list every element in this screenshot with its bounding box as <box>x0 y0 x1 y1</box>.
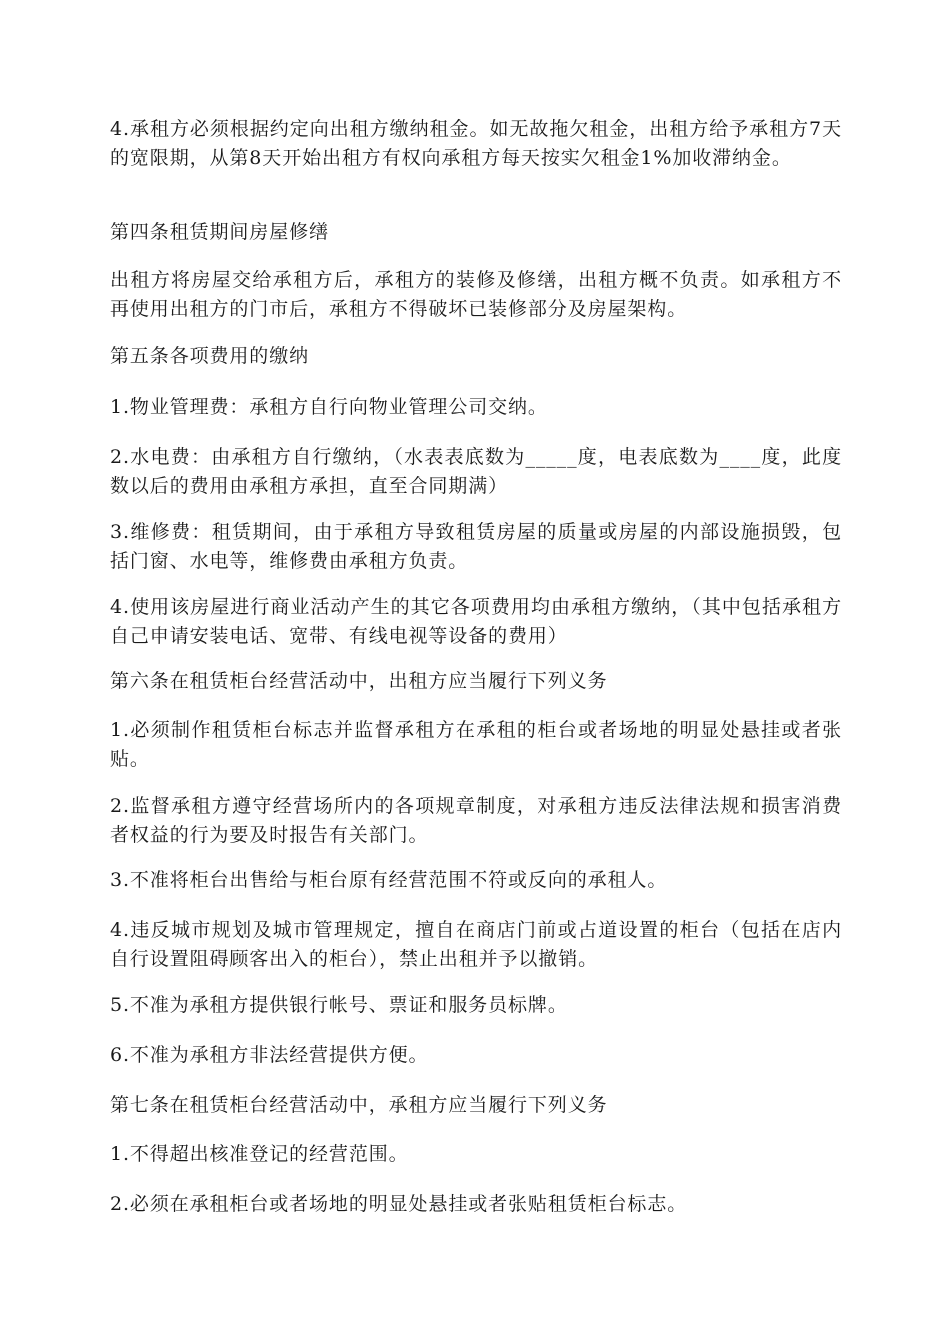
paragraph-lessor-duty-2: 2.监督承租方遵守经营场所内的各项规章制度，对承租方违反法律法规和损害消费者权益的行为要及时报告有关部门。 <box>110 795 842 846</box>
paragraph-lessee-duty-2: 2.必须在承租柜台或者场地的明显处悬挂或者张贴租赁柜台标志。 <box>110 1193 688 1215</box>
paragraph-maintenance: 3.维修费：租赁期间，由于承租方导致租赁房屋的质量或房屋的内部设施损毁，包括门窗、水电等，维修费由承租方负责。 <box>110 521 842 572</box>
paragraph-lessor-duty-1: 1.必须制作租赁柜台标志并监督承租方在承租的柜台或者场地的明显处悬挂或者张贴。 <box>110 719 842 770</box>
paragraph-other-fees: 4.使用该房屋进行商业活动产生的其它各项费用均由承租方缴纳，（其中包括承租方自己申请安装电话、宽带、有线电视等设备的费用） <box>110 596 842 647</box>
paragraph-rent-payment: 4.承租方必须根据约定向出租方缴纳租金。如无故拖欠租金，出租方给予承租方7天的宽限期，从第8天开始出租方有权向承租方每天按实欠租金1%加收滞纳金。 <box>110 118 842 169</box>
paragraph-lessor-duty-5: 5.不准为承租方提供银行帐号、票证和服务员标牌。 <box>110 994 568 1016</box>
paragraph-lessor-duty-6: 6.不准为承租方非法经营提供方便。 <box>110 1044 429 1066</box>
paragraph-lessor-duty-4: 4.违反城市规划及城市管理规定，擅自在商店门前或占道设置的柜台（包括在店内自行设置阻碍顾客出入的柜台），禁止出租并予以撤销。 <box>110 919 842 970</box>
paragraph-lessor-duty-3: 3.不准将柜台出售给与柜台原有经营范围不符或反向的承租人。 <box>110 869 668 891</box>
paragraph-utilities: 2.水电费：由承租方自行缴纳，（水表表底数为_____度，电表底数为____度，此度数以后的费用由承租方承担，直至合同期满） <box>110 446 842 497</box>
heading-article-6: 第六条在租赁柜台经营活动中，出租方应当履行下列义务 <box>110 670 608 692</box>
paragraph-lessee-duty-1: 1.不得超出核准登记的经营范围。 <box>110 1143 409 1165</box>
heading-article-4: 第四条租赁期间房屋修缮 <box>110 221 329 243</box>
heading-article-7: 第七条在租赁柜台经营活动中，承租方应当履行下列义务 <box>110 1094 608 1116</box>
paragraph-property-fee: 1.物业管理费：承租方自行向物业管理公司交纳。 <box>110 396 548 418</box>
paragraph-repairs: 出租方将房屋交给承租方后，承租方的装修及修缮，出租方概不负责。如承租方不再使用出租方的门市后，承租方不得破坏已装修部分及房屋架构。 <box>110 269 842 320</box>
heading-article-5: 第五条各项费用的缴纳 <box>110 345 310 367</box>
